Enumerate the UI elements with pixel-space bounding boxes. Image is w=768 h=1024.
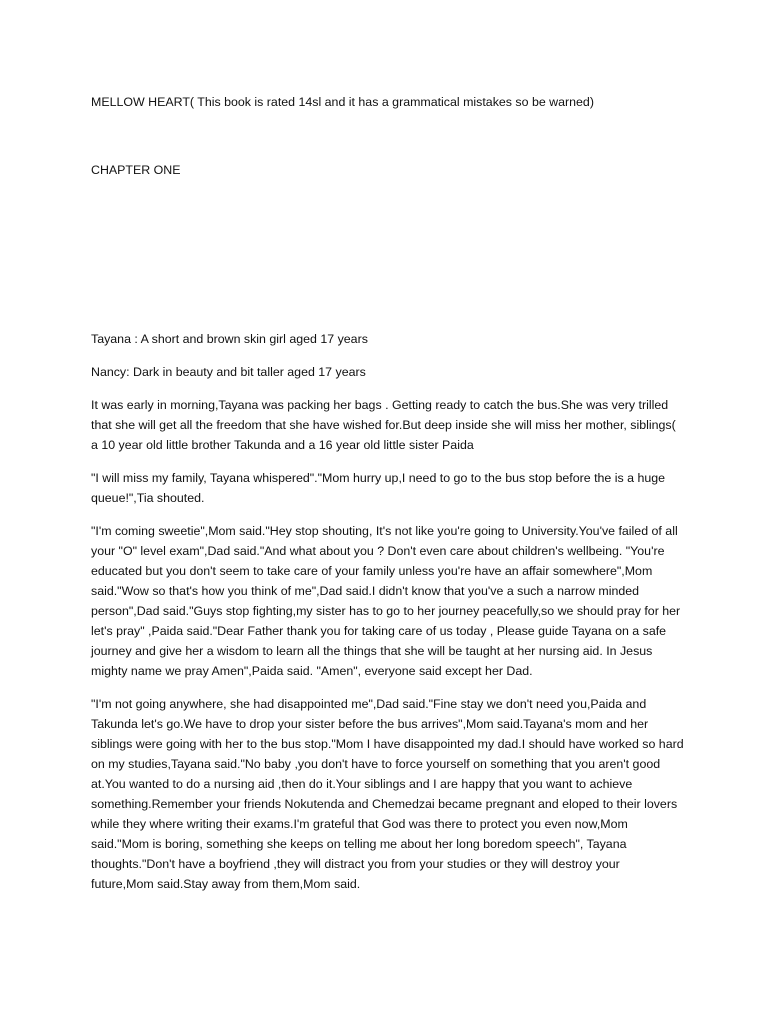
story-paragraph: "I will miss my family, Tayana whispered"."Mom hurry up,I need to go to the bus stop before the is a huge queue!",Tia shouted. — [91, 471, 666, 505]
chapter-body — [91, 329, 685, 907]
chapter-heading: CHAPTER ONE — [91, 163, 181, 177]
story-paragraph: It was early in morning,Tayana was packing her bags . Getting ready to catch the bus.She was very trilled that she will get all the freedom that she have wished for.But deep inside she will miss her mother, siblings( a 10 year old little brother Takunda and a 16 year old little sister Paida — [91, 398, 676, 452]
character-description: Nancy: Dark in beauty and bit taller aged 17 years — [91, 365, 366, 379]
story-paragraph: "I'm not going anywhere, she had disappointed me",Dad said."Fine stay we don't need you,Paida and Takunda let's go.We have to drop your sister before the bus arrives",Mom said.Tayana's mom and her siblings were going with her to the bus stop."Mom I have disappointed my dad.I should have worked so hard on my studies,Tayana said."No baby ,you don't have to force yourself on something that you aren't good at.You wanted to do a nursing aid ,then do it.Your siblings and I are happy that you want to achieve something.Remember your friends Nokutenda and Chemedzai became pregnant and eloped to their lovers while they where writing their exams.I'm grateful that God was there to protect you even now,Mom said."Mom is boring, something she keeps on telling me about her long boredom speech", Tayana thoughts."Don't have a boyfriend ,they will distract you from your studies or they will destroy your future,Mom said.Stay away from them,Mom said. — [91, 697, 684, 891]
story-paragraph: "I'm coming sweetie",Mom said."Hey stop shouting, It's not like you're going to University.You've failed of all your "O" level exam",Dad said."And what about you ? Don't even care about children's wellbeing. "You're educated but you don't seem to take care of your family unless you're have an affair somewhere",Mom said."Wow so that's how you think of me",Dad said.I didn't know that you've a such a narrow minded person",Dad said."Guys stop fighting,my sister has to go to her journey peacefully,so we should pray for her let's pray" ,Paida said."Dear Father thank you for taking care of us today , Please guide Tayana on a safe journey and give her a wisdom to learn all the things that she will be taught at her nursing aid. In Jesus mighty name we pray Amen",Paida said. "Amen", everyone said except her Dad. — [91, 524, 681, 678]
book-title: MELLOW HEART( This book is rated 14sl and it has a grammatical mistakes so be warned) — [91, 95, 594, 109]
character-description: Tayana : A short and brown skin girl aged 17 years — [91, 332, 368, 346]
